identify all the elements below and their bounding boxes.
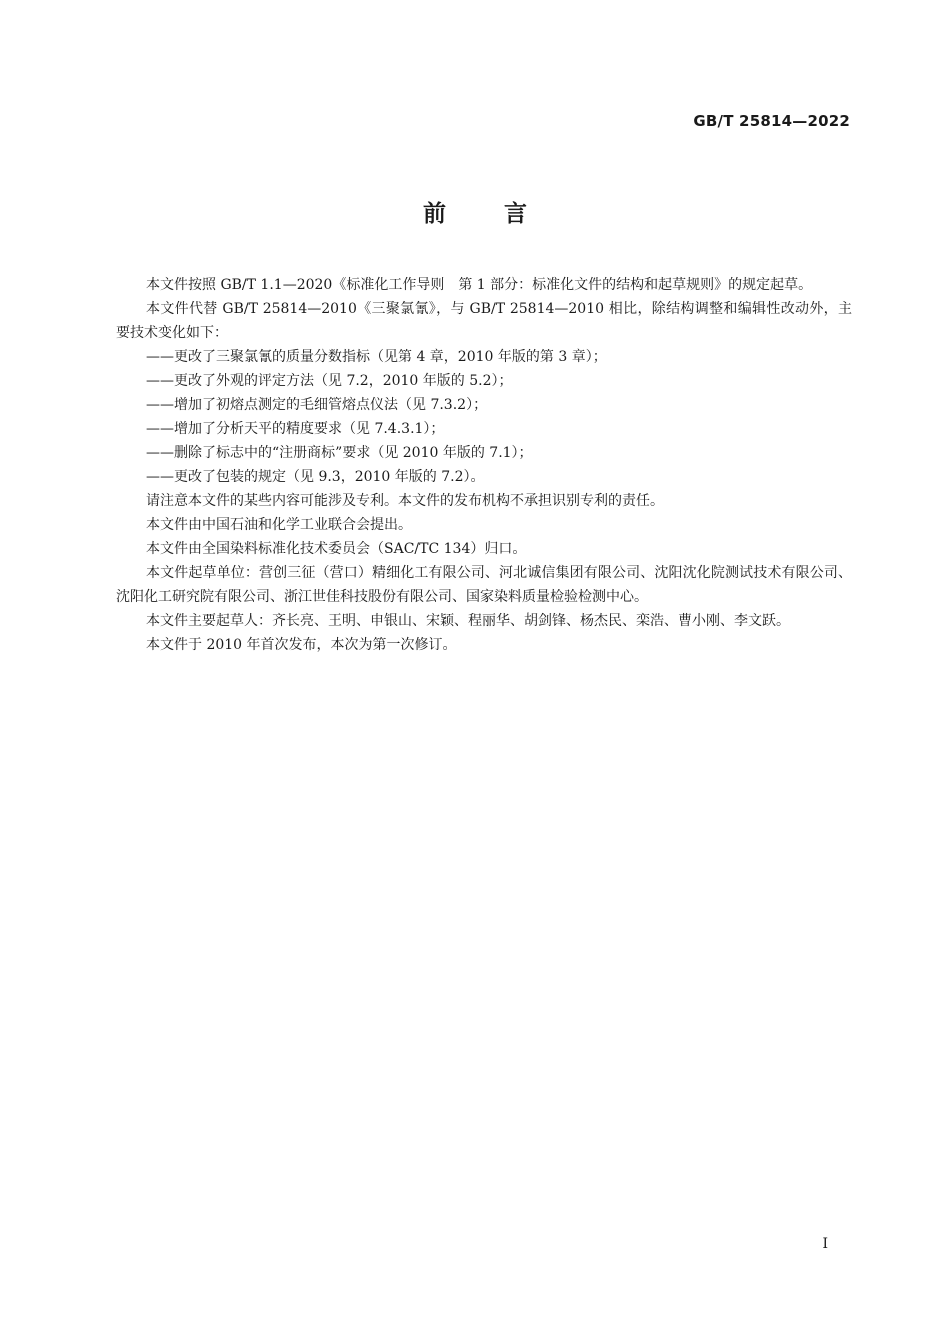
paragraph: 本文件由全国染料标准化技术委员会（SAC/TC 134）归口。 bbox=[146, 541, 527, 557]
paragraph: 本文件主要起草人：齐长亮、王明、申银山、宋颖、程丽华、胡剑锋、杨杰民、栾浩、曹小刚、李文跃。 bbox=[146, 613, 790, 629]
paragraph: 本文件由中国石油和化学工业联合会提出。 bbox=[146, 517, 412, 533]
paragraph: 本文件于 2010 年首次发布，本次为第一次修订。 bbox=[146, 637, 457, 653]
page-number: I bbox=[822, 1236, 828, 1252]
standard-code: GB/T 25814—2022 bbox=[693, 112, 850, 130]
list-item: ——删除了标志中的“注册商标”要求（见 2010 年版的 7.1）； bbox=[146, 445, 533, 461]
page-title: 前言 bbox=[423, 201, 585, 227]
paragraph: 本文件起草单位：营创三征（营口）精细化工有限公司、河北诚信集团有限公司、沈阳沈化院测试技术有限公司、沈阳化工研究院有限公司、浙江世佳科技股份有限公司、国家染料质量检验检测中心。 bbox=[116, 565, 852, 605]
list-item: ——更改了包装的规定（见 9.3，2010 年版的 7.2）。 bbox=[146, 469, 485, 485]
paragraph: 本文件代替 GB/T 25814—2010《三聚氯氰》，与 GB/T 25814—2010 相比，除结构调整和编辑性改动外，主要技术变化如下： bbox=[116, 301, 852, 341]
foreword-body bbox=[116, 273, 852, 657]
paragraph: 本文件按照 GB/T 1.1—2020《标准化工作导则 第 1 部分：标准化文件的结构和起草规则》的规定起草。 bbox=[146, 277, 813, 293]
list-item: ——更改了三聚氯氰的质量分数指标（见第 4 章，2010 年版的第 3 章）； bbox=[146, 349, 607, 365]
list-item: ——增加了分析天平的精度要求（见 7.4.3.1）； bbox=[146, 421, 445, 437]
list-item: ——增加了初熔点测定的毛细管熔点仪法（见 7.3.2）； bbox=[146, 397, 488, 413]
list-item: ——更改了外观的评定方法（见 7.2，2010 年版的 5.2）； bbox=[146, 373, 513, 389]
paragraph: 请注意本文件的某些内容可能涉及专利。本文件的发布机构不承担识别专利的责任。 bbox=[146, 493, 664, 509]
